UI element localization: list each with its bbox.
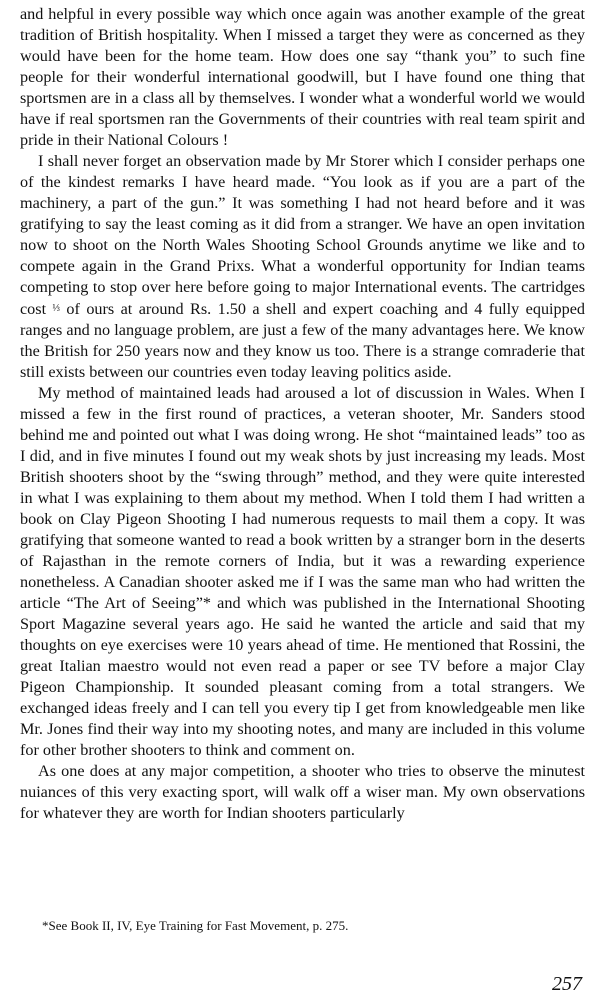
paragraph-storer-remark	[20, 151, 585, 383]
paragraph-maintained-leads: My method of maintained leads had aroused a lot of discussion in Wales. When I missed a few in the first round of practices, a veteran shooter, Mr. Sanders stood behind me and pointed out what I was doing wrong. He shot “maintained leads” too as I did, and in five minutes I found out my weak shots by just increasing my leads. Most British shooters shoot by the “swing through” method, and they were quite interested in what I was explaining to them about my method. When I told them I had written a book on Clay Pigeon Shooting I had numerous requests to mail them a copy. It was gratifying that someone wanted to read a book written by a stranger born in the deserts of Rajasthan in the remote corners of India, but it was a rewarding experience nonetheless. A Canadian shooter asked me if I was the same man who had written the article “The Art of Seeing”* and which was published in the International Shooting Sport Magazine several years ago. He said he wanted the article and said that my thoughts on eye exercises were 10 years ahead of time. He mentioned that Rossini, the great Italian maestro would not even read a paper or see TV before a major Clay Pigeon Championship. It sounded pleasant coming from a total strangers. We exchanged ideas freely and I can tell you every tip I get from knowledgeable men like Mr. Jones find their way into my shooting notes, and many are included in this volume for other brother shooters to think and comment on.	[20, 384, 585, 759]
page-number: 257	[552, 973, 582, 995]
footnote: *See Book II, IV, Eye Training for Fast Movement, p. 275.	[42, 918, 349, 933]
paragraph-hospitality: and helpful in every possible way which once again was another example of the great tradition of British hospitality. When I missed a target they were as concerned as they would have been for the home team. How does one say “thank you” to such fine people for their wonderful international goodwill, but I have found one thing that sportsmen are in a class all by themselves. I wonder what a wonderful world we would have if real sportsmen ran the Governments of their countries with real team spirit and pride in their National Colours !	[20, 5, 585, 149]
paragraph-storer-text: I shall never forget an observation made by Mr Storer which I consider perhaps one of the kindest remarks I have heard made. “You look as if you are a part of the machinery, a part of the gun.” It was something I had not heard before and it was gratifying to say the least coming as it did from a stranger. We have an open invitation now to shoot on the North Wales Shooting School Grounds anytime we like and to compete again in the Grand Prixs. What a wonderful opportunity for Indian teams competing to stop over here before going to major International events. The cartridges cost	[20, 152, 585, 318]
body-text	[20, 4, 585, 824]
fraction-one-third: ⅓	[52, 303, 60, 314]
paragraph-observations: As one does at any major competition, a shooter who tries to observe the minutest nuiances of this very exacting sport, will walk off a wiser man. My own observations for whatever they are worth for Indian shooters particularly	[20, 762, 585, 822]
paragraph-storer-continued: of ours at around Rs. 1.50 a shell and expert coaching and 4 fully equipped ranges and no language problem, are just a few of the many advantages here. We know the British for 250 years now and they know us too. There is a strange comraderie that still exists between our countries even today leaving politics aside.	[20, 300, 586, 381]
